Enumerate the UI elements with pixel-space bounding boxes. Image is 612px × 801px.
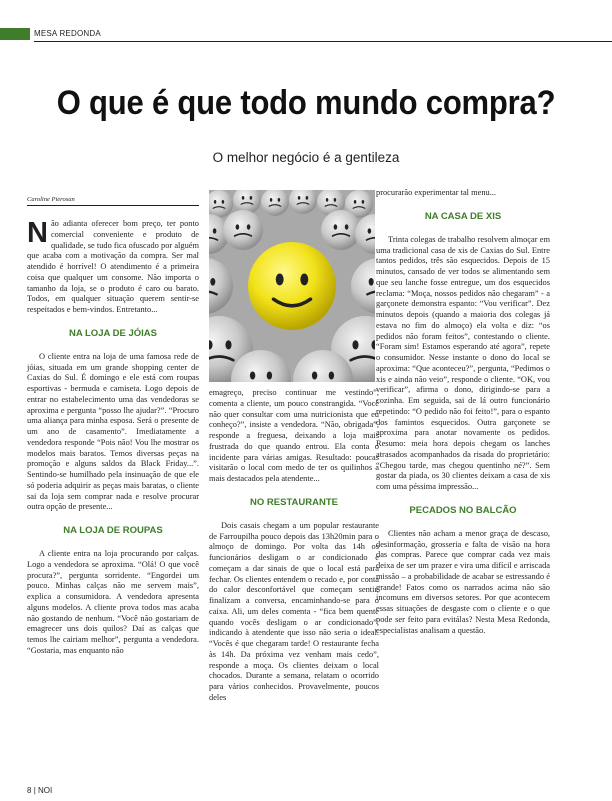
smiley-balls-icon bbox=[209, 190, 375, 382]
pecados-paragraph: Clientes não acham a menor graça de descaso, desinformação, grosseria e falta de visão na hora das compras. Parece que comprar cada vez mais deixa de ser um prazer e vira uma difícil e arriscada missão – a probabilidade de acabar se estressando é grande! Fatos como os narrados acima não são incomuns em diversos setores. Por que acontecem essas situações de desgaste com o cliente e o que pode ser feito para evitálas? Nesta Mesa Redonda, especialistas analisam a questão. bbox=[376, 528, 550, 635]
section-heading-pecados: PECADOS NO BALCÃO bbox=[409, 504, 517, 516]
roupas-paragraph-part2: emagreço, preciso continuar me vestindo”, comenta a cliente, um pouco constrangida. “Você não quer consultar com uma nutricionista que eu conheço?”, insiste a vendedora. “Não, obrigada”, responde a freguesa, deixando a loja mais frustrada do que quando entrou. Ela conta o incidente para várias amigas. Resultado: poucas visitarão o local com medo de ter os quilinhos a mais destacados pela atendente... bbox=[209, 388, 379, 483]
byline-rule bbox=[27, 205, 199, 206]
smiley-balls-photo bbox=[209, 190, 375, 382]
roupas-paragraph-part1: A cliente entra na loja procurando por calças. Logo a vendedora se aproxima. “Olá! O que você procura?”, pergunta sorridente. “Engordei um pouco. Minhas calças não me servem mais”, explica a consumidora. A vendedora apresenta alguns modelos. A cliente prova todos mas acaba não gostando de nenhum. “Você não gostariam de emagrecer uns dois quilos? Daí as calças que temos lhe cairiam melhor”, pergunta a vendedora. “Gostaria, mas enquanto não bbox=[27, 549, 199, 655]
column-2 bbox=[209, 388, 379, 704]
section-label: MESA REDONDA bbox=[34, 29, 101, 38]
page-footer bbox=[27, 786, 52, 795]
drop-cap: N bbox=[27, 217, 48, 249]
section-heading-joias: NA LOJA DE JÓIAS bbox=[69, 327, 157, 339]
section-color-bar bbox=[0, 28, 30, 40]
author-byline: Caroline Pierosan bbox=[27, 196, 75, 203]
column-1 bbox=[27, 219, 199, 657]
joias-paragraph: O cliente entra na loja de uma famosa rede de jóias, situada em um grande shopping center de Caxias do Sul. É domingo e ele está com roupas esportivas - bermuda e camiseta. Logo depois de entrar no estabelecimento uma das vendedoras se aproxima e pergunta “posso lhe ajudar?”. “Procuro uma aliança para minha esposa. Será o presente de um ano de casamento”. Imediatamente a vendedora responde “Pois não! Vou lhe mostrar os modelos mais baratos. Temos diversas peças na promoção e alguns saldos da Black Friday...”. Sentindo-se humilhado pela insinuação de que ele só poderia adquirir as peças mais baratas, o cliente sai da loja sem comprar nada e resolve procurar outra opção de presente... bbox=[27, 351, 199, 512]
restaurante-paragraph-part1: Dois casais chegam a um popular restaurante de Farroupilha pouco depois das 13h20min para o almoço de domingo. Por volta das 14h os funcionários desligam o ar condicionado e começam a dar sinais de que o local está para fechar. Os clientes entendem o recado e, por conta do calor desconfortável que começam sentir, finalizam a conversa, encaminhando-se para o caixa. Ali, um deles comenta - “fica bem quente quando vocês desligam o ar condicionado”, indicando à atendente que isso não seria o ideal. “Vocês é que chegaram tarde! O restaurante fecha às 14h. Da próxima vez venham mais cedo”, responde a moça. Os clientes deixam o local chocados. Durante a semana, relatam o ocorrido para vários conhecidos. Provavelmente, poucos deles bbox=[209, 520, 379, 702]
section-heading-restaurante: NO RESTAURANTE bbox=[250, 496, 338, 508]
restaurante-paragraph-part2: procurarão experimentar tal menu... bbox=[376, 188, 496, 197]
page-number: 8 bbox=[27, 786, 32, 795]
section-heading-xis: NA CASA DE XIS bbox=[424, 210, 502, 222]
footer-separator: | bbox=[33, 786, 36, 795]
article-title: O que é que todo mundo compra? bbox=[56, 82, 556, 123]
section-rule bbox=[34, 41, 612, 42]
intro-text: ão adianta oferecer bom preço, ter ponto comercial conveniente e produto de qualidade, se tudo fica ofuscado por alguém que acaba com a motivação da compra. Ser mal atendido é horrível! O atendimento é a primeira coisa que qualquer um consome. Não importa o tamanho da loja, se o produto é caro ou barato. Todos, em qualquer situação querem sentir-se respeitados e bem-vindos. Entretanto... bbox=[27, 219, 199, 314]
article-subtitle: O melhor negócio é a gentileza bbox=[212, 150, 400, 165]
section-heading-roupas: NA LOJA DE ROUPAS bbox=[63, 525, 163, 536]
intro-paragraph bbox=[27, 219, 199, 316]
xis-paragraph: Trinta colegas de trabalho resolvem almoçar em uma tradicional casa de xis de Caxias do Sul. Entre tantos pedidos, três são esquecidos. Depois de 15 minutos, cansado de ver todos se alimentando sem que seu lanche fosse entregue, um dos esquecidos reclama: “Moça, nossos pedidos não chegaram” - a garçonete demonstra espanto: “Vou verificar”. Dez minutos depois (quando a maioria dos colegas já estava no fim do almoço) ela volta e diz: “os pedidos não foram feitos”, contestando o cliente. “Foram sim! Estamos esperando até agora”, repete o consumidor. Nesse instante o dono do local se aproxima: “Que aconteceu?”, pergunta, “Pedimos o xis e ainda não veio”, responde o cliente. “OK, vou verificar”, afirma o dono, dirigindo-se para a cozinha. Em seguida, sai de lá outro funcionário repetindo: “O pedido não foi feito!”, para o espanto dos famintos esquecidos. Outra garçonete se aproxima para anotar novamente os pedidos. Resumo: meia hora depois chegam os lanches atrasados acompanhados da risada do proprietário: “Chegou tarde, mas chegou quentinho né?”. Sem gostar da piada, os 30 clientes deixam a casa de xis com uma péssima impressão... bbox=[376, 234, 550, 491]
magazine-name: NOI bbox=[38, 786, 53, 795]
column-3 bbox=[376, 188, 550, 636]
